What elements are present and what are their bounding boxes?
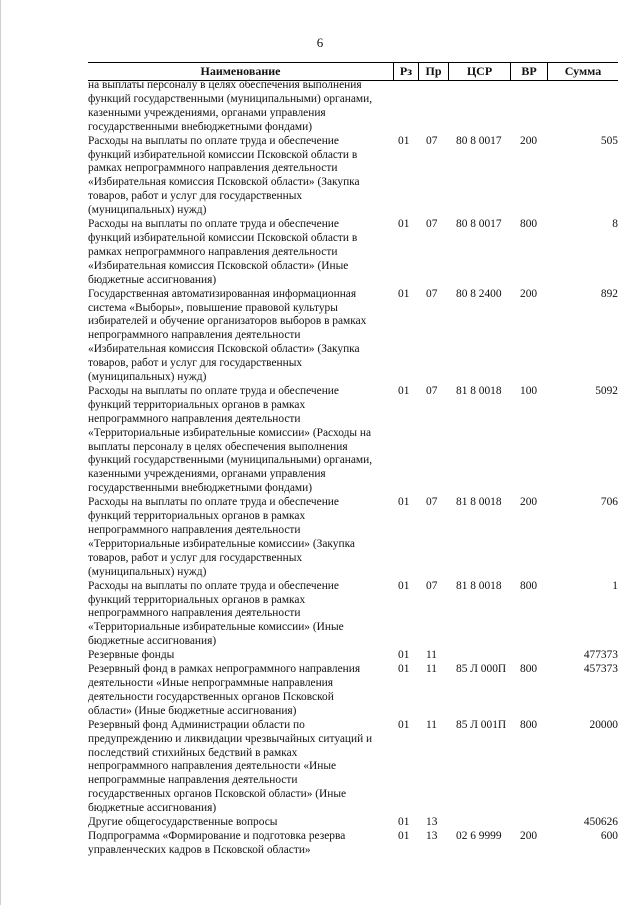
row-rz: 01 (398, 663, 410, 676)
table-row (88, 496, 618, 579)
row-rz: 01 (398, 218, 410, 231)
row-csr: 80 8 0017 (456, 134, 502, 147)
row-vr: 800 (520, 579, 538, 592)
row-pr: 07 (426, 134, 438, 147)
row-name: на выплаты персоналу в целях обеспечения выполнения функций государственными (муниципальными) органами, казенными учреждениями, органами управления государственными внебюджетными фондами) (88, 79, 373, 133)
row-rz: 01 (398, 579, 410, 592)
row-vr: 200 (520, 287, 538, 300)
row-pr: 11 (426, 718, 437, 731)
row-csr: 81 8 0018 (456, 496, 502, 509)
row-csr: 80 8 2400 (456, 287, 502, 300)
row-sum: 8 (612, 218, 618, 231)
row-vr: 200 (520, 829, 538, 842)
page-number: 6 (316, 35, 324, 50)
header-sum: Сумма (564, 64, 602, 78)
row-pr: 07 (426, 496, 438, 509)
row-rz: 01 (398, 134, 410, 147)
row-sum: 706 (600, 496, 618, 509)
row-sum: 1 (612, 579, 618, 592)
table-row (88, 719, 618, 816)
row-sum: 450626 (583, 816, 618, 829)
header-vr: ВР (511, 63, 548, 80)
row-csr: 81 8 0018 (456, 384, 502, 397)
row-vr: 200 (520, 496, 538, 509)
row-name: Резервный фонд в рамках непрограммного направления деятельности «Иные непрограммные направления деятельности государственных органов Псковской области» (Иные бюджетные ассигнования) (88, 663, 361, 717)
row-csr: 85 Л 001П (456, 718, 507, 731)
row-pr: 13 (426, 816, 438, 829)
row-name: Расходы на выплаты по оплате труда и обеспечение функций избирательной комиссии Псковской области в рамках непрограммного направления деятельности «Избирательная комиссия Псковской области» (Закупка товаров, работ и услуг для государственных (муниципальных) нужд) (88, 134, 360, 217)
scan-edge (0, 0, 1, 905)
row-rz: 01 (398, 718, 410, 731)
row-name: Другие общегосударственные вопросы (88, 816, 278, 829)
row-vr: 800 (520, 663, 538, 676)
row-name: Резервные фонды (88, 649, 175, 662)
table-row (88, 79, 618, 135)
row-pr: 13 (426, 829, 438, 842)
row-csr: 85 Л 000П (456, 663, 507, 676)
row-sum: 477373 (583, 649, 618, 662)
row-pr: 07 (426, 218, 438, 231)
row-name: Расходы на выплаты по оплате труда и обеспечение функций территориальных органов в рамках непрограммного направления деятельности «Территориальные избирательные комиссии» (Закупка товаров, работ и услуг для государственных (муниципальных) нужд) (88, 496, 355, 578)
table-row (88, 649, 618, 663)
row-sum: 892 (600, 287, 618, 300)
row-vr: 800 (520, 718, 538, 731)
table-row (88, 135, 618, 218)
row-sum: 505 (600, 134, 618, 147)
row-sum: 600 (600, 829, 618, 842)
row-csr: 81 8 0018 (456, 579, 502, 592)
table-row (88, 218, 618, 288)
row-rz: 01 (398, 816, 410, 829)
row-rz: 01 (398, 384, 410, 397)
table-row (88, 385, 618, 496)
table-row (88, 816, 618, 830)
row-csr: 02 6 9999 (456, 829, 502, 842)
row-vr: 800 (520, 218, 538, 231)
table-row (88, 288, 618, 385)
row-pr: 11 (426, 663, 437, 676)
row-pr: 07 (426, 287, 438, 300)
table-row (88, 830, 618, 858)
row-rz: 01 (398, 496, 410, 509)
row-pr: 11 (426, 649, 437, 662)
header-pr: Пр (419, 63, 449, 80)
header-rz: Рз (394, 63, 419, 80)
table-body (88, 79, 618, 858)
row-pr: 07 (426, 579, 438, 592)
row-vr: 200 (520, 134, 538, 147)
row-pr: 07 (426, 384, 438, 397)
header-csr: ЦСР (449, 63, 511, 80)
row-sum: 20000 (589, 718, 618, 731)
row-csr: 80 8 0017 (456, 218, 502, 231)
header-name: Наименование (88, 63, 394, 80)
row-name: Подпрограмма «Формирование и подготовка резерва управленческих кадров в Псковской области» (88, 829, 346, 856)
row-sum: 457373 (583, 663, 618, 676)
row-rz: 01 (398, 829, 410, 842)
row-rz: 01 (398, 287, 410, 300)
table-row (88, 580, 618, 650)
row-name: Резервный фонд Администрации области по предупреждению и ликвидации чрезвычайных ситуаций и последствий стихийных бедствий в рамках непрограммного направления деятельности «Иные непрограммные направления деятельности государственных органов Псковской области» (Иные бюджетные ассигнования) (88, 718, 373, 815)
row-name: Расходы на выплаты по оплате труда и обеспечение функций территориальных органов в рамках непрограммного направления деятельности «Территориальные избирательные комиссии» (Расходы на выплаты персоналу в целях обеспечения выполнения функций государственными (муниципальными) органами, казенными учреждениями, органами управления государственными внебюджетными фондами) (88, 384, 373, 495)
table-row (88, 663, 618, 719)
row-name: Расходы на выплаты по оплате труда и обеспечение функций территориальных органов в рамках непрограммного направления деятельности «Территориальные избирательные комиссии» (Иные бюджетные ассигнования) (88, 579, 344, 648)
row-name: Расходы на выплаты по оплате труда и обеспечение функций избирательной комиссии Псковской области в рамках непрограммного направления деятельности «Избирательная комиссия Псковской области» (Иные бюджетные ассигнования) (88, 218, 358, 286)
row-sum: 5092 (595, 384, 618, 397)
row-rz: 01 (398, 649, 410, 662)
row-vr: 100 (520, 384, 538, 397)
row-name: Государственная автоматизированная информационная система «Выборы», повышение правовой культуры избирателей и обучение организаторов выборов в рамках непрограммного направления деятельности «Избирательная комиссия Псковской области» (Закупка товаров, работ и услуг для государственных (муниципальных) нужд) (88, 287, 367, 384)
